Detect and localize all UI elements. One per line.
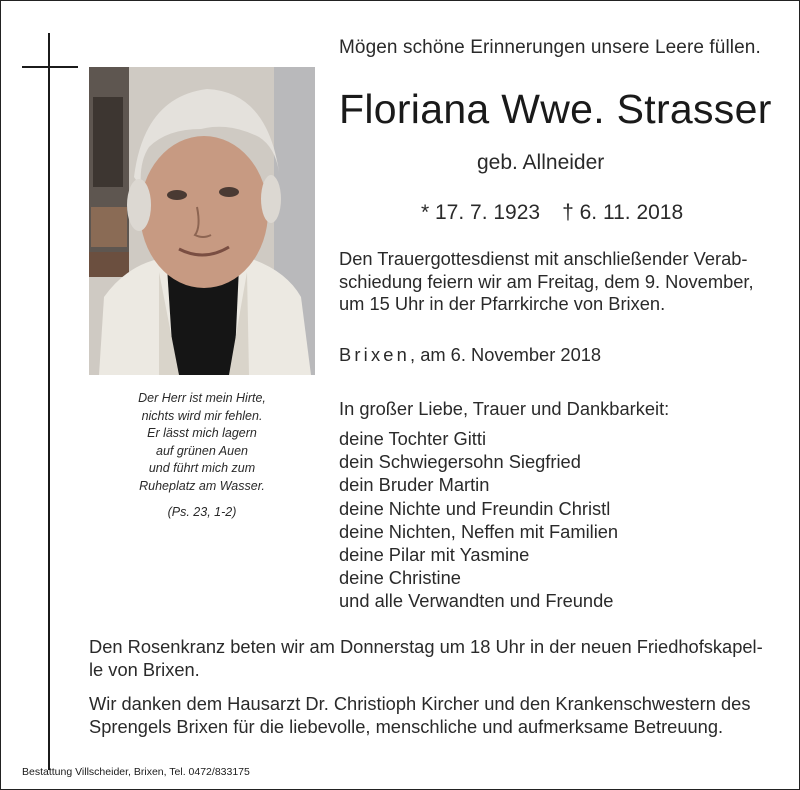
mourner-item: dein Schwiegersohn Siegfried bbox=[339, 451, 581, 473]
funeral-service-text bbox=[339, 248, 771, 316]
mourners-list bbox=[339, 427, 618, 613]
mourner-item: deine Nichten, Neffen mit Familien bbox=[339, 520, 619, 542]
birth-name: geb. Allneider bbox=[477, 151, 605, 174]
psalm-line: auf grünen Auen bbox=[156, 443, 248, 458]
psalm-reference: (Ps. 23, 1-2) bbox=[167, 504, 237, 519]
mourners-intro: In großer Liebe, Trauer und Dankbarkeit: bbox=[339, 398, 670, 419]
notice-date: , am 6. November 2018 bbox=[410, 344, 602, 365]
thanks-text bbox=[89, 693, 771, 738]
psalm-line: Der Herr ist mein Hirte, bbox=[138, 391, 266, 405]
life-dates bbox=[421, 201, 683, 225]
portrait-photo bbox=[89, 67, 315, 375]
rosary-line: Den Rosenkranz beten wir am Donnerstag um 18 Uhr in der neuen Friedhofskapel- bbox=[89, 636, 763, 657]
thanks-line: Sprengels Brixen für die liebevolle, menschliche und aufmerksame Betreuung. bbox=[89, 715, 724, 737]
death-date: † 6. 11. 2018 bbox=[562, 201, 684, 224]
psalm-line: und führt mich zum bbox=[148, 461, 256, 476]
funeral-home-footer: Bestattung Villscheider, Brixen, Tel. 0472/833175 bbox=[22, 766, 250, 778]
rosary-text bbox=[89, 636, 771, 681]
mourner-item: deine Pilar mit Yasmine bbox=[339, 544, 530, 566]
place: Brixen bbox=[339, 344, 411, 365]
mourner-item: deine Tochter Gitti bbox=[339, 428, 487, 449]
mourner-item: dein Bruder Martin bbox=[339, 474, 490, 496]
service-line: Den Trauergottesdienst mit anschließender Verab- bbox=[339, 248, 748, 269]
service-line: schiedung feiern wir am Freitag, dem 9. November, bbox=[339, 270, 754, 292]
psalm-line: Ruheplatz am Wasser. bbox=[139, 478, 265, 493]
place-date bbox=[339, 344, 601, 366]
deceased-name: Floriana Wwe. Strasser bbox=[339, 86, 772, 132]
psalm-line: Er lässt mich lagern bbox=[147, 426, 257, 441]
thanks-line: Wir danken dem Hausarzt Dr. Christioph Kircher und den Krankenschwestern des bbox=[89, 693, 751, 714]
motto: Mögen schöne Erinnerungen unsere Leere füllen. bbox=[339, 37, 761, 58]
rosary-line: le von Brixen. bbox=[89, 658, 200, 680]
service-line: um 15 Uhr in der Pfarrkirche von Brixen. bbox=[339, 293, 666, 314]
birth-date: * 17. 7. 1923 bbox=[421, 201, 541, 224]
psalm-line: nichts wird mir fehlen. bbox=[141, 408, 263, 423]
mourner-item: und alle Verwandten und Freunde bbox=[339, 590, 614, 612]
mourner-item: deine Christine bbox=[339, 567, 461, 589]
psalm-quote bbox=[100, 390, 304, 521]
mourner-item: deine Nichte und Freundin Christl bbox=[339, 497, 611, 519]
